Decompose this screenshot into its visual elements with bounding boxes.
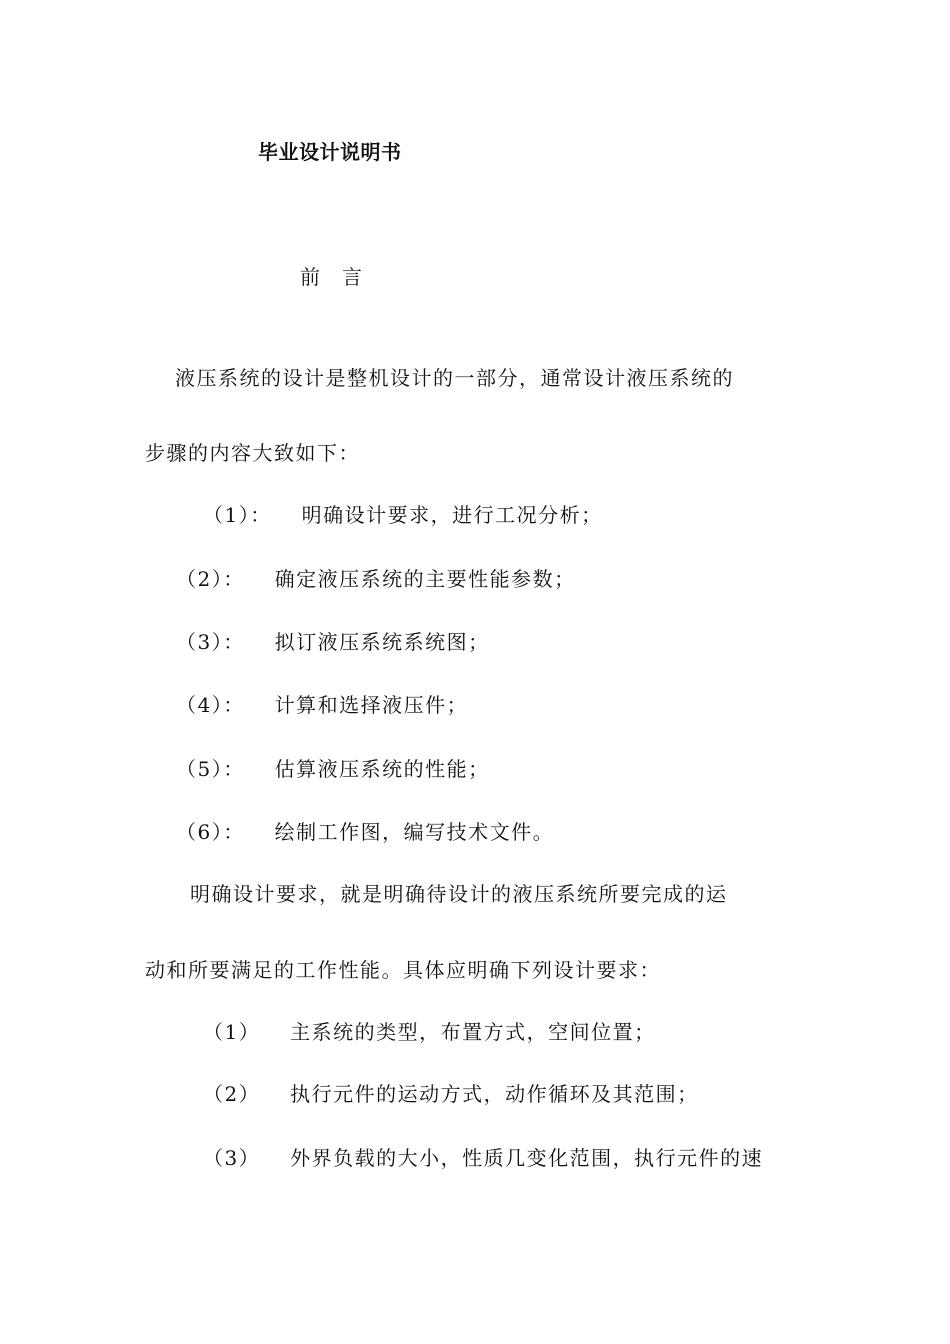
list-item [203,1020,656,1044]
section-heading-char-1: 前 [300,265,320,289]
list-item-number: （2）： [176,567,245,591]
list-item-text: 明确设计要求，进行工况分析； [301,503,603,527]
list-item-text: 计算和选择液压件； [274,693,469,717]
list-item-number: （1）： [203,503,272,527]
list-item [176,757,490,781]
requirements-paragraph-line-1: 明确设计要求，就是明确待设计的液压系统所要完成的运 [190,882,728,906]
list-item-number: （1） [203,1020,261,1044]
list-item-text: 执行元件的运动方式，动作循环及其范围； [290,1082,699,1106]
list-item-number: （2） [203,1082,261,1106]
requirements-paragraph-line-2: 动和所要满足的工作性能。具体应明确下列设计要求： [145,958,661,982]
list-item-text: 拟订液压系统系统图； [274,630,490,654]
list-item [176,630,490,654]
intro-paragraph-line-2: 步骤的内容大致如下： [145,441,360,465]
intro-paragraph-line-1: 液压系统的设计是整机设计的一部分，通常设计液压系统的 [175,366,734,390]
document-title: 毕业设计说明书 [258,140,402,164]
list-item-text: 外界负载的大小，性质几变化范围，执行元件的速 [290,1146,764,1170]
section-heading-char-2: 言 [342,265,362,289]
list-item-text: 估算液压系统的性能； [274,757,490,781]
list-item-number: （4）： [176,693,245,717]
list-item [176,567,576,591]
list-item-text: 确定液压系统的主要性能参数； [274,567,576,591]
list-item-text: 主系统的类型，布置方式，空间位置； [290,1020,656,1044]
list-item [176,693,468,717]
list-item-number: （6）： [176,820,245,844]
section-heading [300,265,362,289]
list-item [176,820,554,844]
list-item-number: （5）： [176,757,245,781]
list-item-number: （3） [203,1146,261,1170]
list-item [203,1146,763,1170]
list-item [203,1082,699,1106]
list-item [203,503,603,527]
list-item-number: （3）： [176,630,245,654]
list-item-text: 绘制工作图，编写技术文件。 [274,820,555,844]
